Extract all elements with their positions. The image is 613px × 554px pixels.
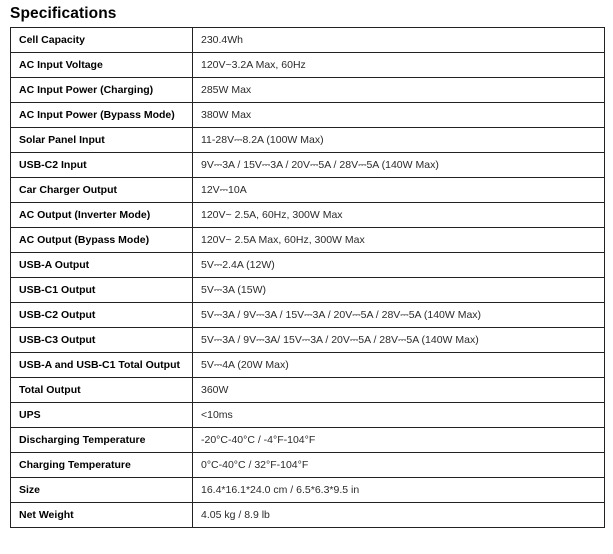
spec-label: AC Output (Bypass Mode) xyxy=(11,228,193,253)
specifications-table-body xyxy=(11,28,605,528)
spec-label: Discharging Temperature xyxy=(11,428,193,453)
spec-row-ac-input-power-bypass xyxy=(11,103,605,128)
spec-label: Size xyxy=(11,478,193,503)
spec-value: 5V⎓3A / 9V⎓3A / 15V⎓3A / 20V⎓5A / 28V⎓5A (140W Max) xyxy=(193,303,605,328)
spec-label: AC Input Power (Charging) xyxy=(11,78,193,103)
spec-value: 5V⎓2.4A (12W) xyxy=(193,253,605,278)
spec-row-usb-a-output xyxy=(11,253,605,278)
spec-label: USB-C2 Input xyxy=(11,153,193,178)
spec-value: 285W Max xyxy=(193,78,605,103)
spec-row-ac-output-inverter xyxy=(11,203,605,228)
spec-value: 120V~3.2A Max, 60Hz xyxy=(193,53,605,78)
spec-label: USB-A and USB-C1 Total Output xyxy=(11,353,193,378)
spec-label: Cell Capacity xyxy=(11,28,193,53)
page-title: Specifications xyxy=(10,5,117,22)
spec-value: 5V⎓4A (20W Max) xyxy=(193,353,605,378)
spec-row-usb-a-c1-total-output xyxy=(11,353,605,378)
spec-row-charging-temperature xyxy=(11,453,605,478)
spec-value: 360W xyxy=(193,378,605,403)
spec-label: AC Input Power (Bypass Mode) xyxy=(11,103,193,128)
spec-value: 120V~ 2.5A, 60Hz, 300W Max xyxy=(193,203,605,228)
spec-row-ac-input-voltage xyxy=(11,53,605,78)
spec-row-ac-output-bypass xyxy=(11,228,605,253)
spec-row-size xyxy=(11,478,605,503)
spec-label: AC Input Voltage xyxy=(11,53,193,78)
spec-row-usb-c2-output xyxy=(11,303,605,328)
spec-row-net-weight xyxy=(11,503,605,528)
spec-label: Car Charger Output xyxy=(11,178,193,203)
spec-row-car-charger-output xyxy=(11,178,605,203)
spec-row-cell-capacity xyxy=(11,28,605,53)
spec-label: USB-C3 Output xyxy=(11,328,193,353)
spec-value: 12V⎓10A xyxy=(193,178,605,203)
spec-value: 120V~ 2.5A Max, 60Hz, 300W Max xyxy=(193,228,605,253)
spec-label: UPS xyxy=(11,403,193,428)
spec-row-total-output xyxy=(11,378,605,403)
spec-label: USB-C1 Output xyxy=(11,278,193,303)
spec-value: 5V⎓3A / 9V⎓3A/ 15V⎓3A / 20V⎓5A / 28V⎓5A (140W Max) xyxy=(193,328,605,353)
spec-value: 4.05 kg / 8.9 lb xyxy=(193,503,605,528)
spec-value: 230.4Wh xyxy=(193,28,605,53)
spec-label: Solar Panel Input xyxy=(11,128,193,153)
spec-value: 380W Max xyxy=(193,103,605,128)
spec-value: 16.4*16.1*24.0 cm / 6.5*6.3*9.5 in xyxy=(193,478,605,503)
specifications-table xyxy=(10,27,605,528)
spec-value: 9V⎓3A / 15V⎓3A / 20V⎓5A / 28V⎓5A (140W Max) xyxy=(193,153,605,178)
spec-value: 11-28V⎓8.2A (100W Max) xyxy=(193,128,605,153)
spec-label: Net Weight xyxy=(11,503,193,528)
spec-value: <10ms xyxy=(193,403,605,428)
spec-label: USB-A Output xyxy=(11,253,193,278)
spec-row-usb-c1-output xyxy=(11,278,605,303)
spec-label: Total Output xyxy=(11,378,193,403)
spec-row-usb-c2-input xyxy=(11,153,605,178)
spec-label: Charging Temperature xyxy=(11,453,193,478)
spec-row-discharging-temperature xyxy=(11,428,605,453)
spec-value: -20°C-40°C / -4°F-104°F xyxy=(193,428,605,453)
spec-value: 5V⎓3A (15W) xyxy=(193,278,605,303)
spec-row-ups xyxy=(11,403,605,428)
spec-label: AC Output (Inverter Mode) xyxy=(11,203,193,228)
spec-label: USB-C2 Output xyxy=(11,303,193,328)
spec-row-usb-c3-output xyxy=(11,328,605,353)
spec-row-solar-panel-input xyxy=(11,128,605,153)
spec-row-ac-input-power-charging xyxy=(11,78,605,103)
spec-value: 0°C-40°C / 32°F-104°F xyxy=(193,453,605,478)
